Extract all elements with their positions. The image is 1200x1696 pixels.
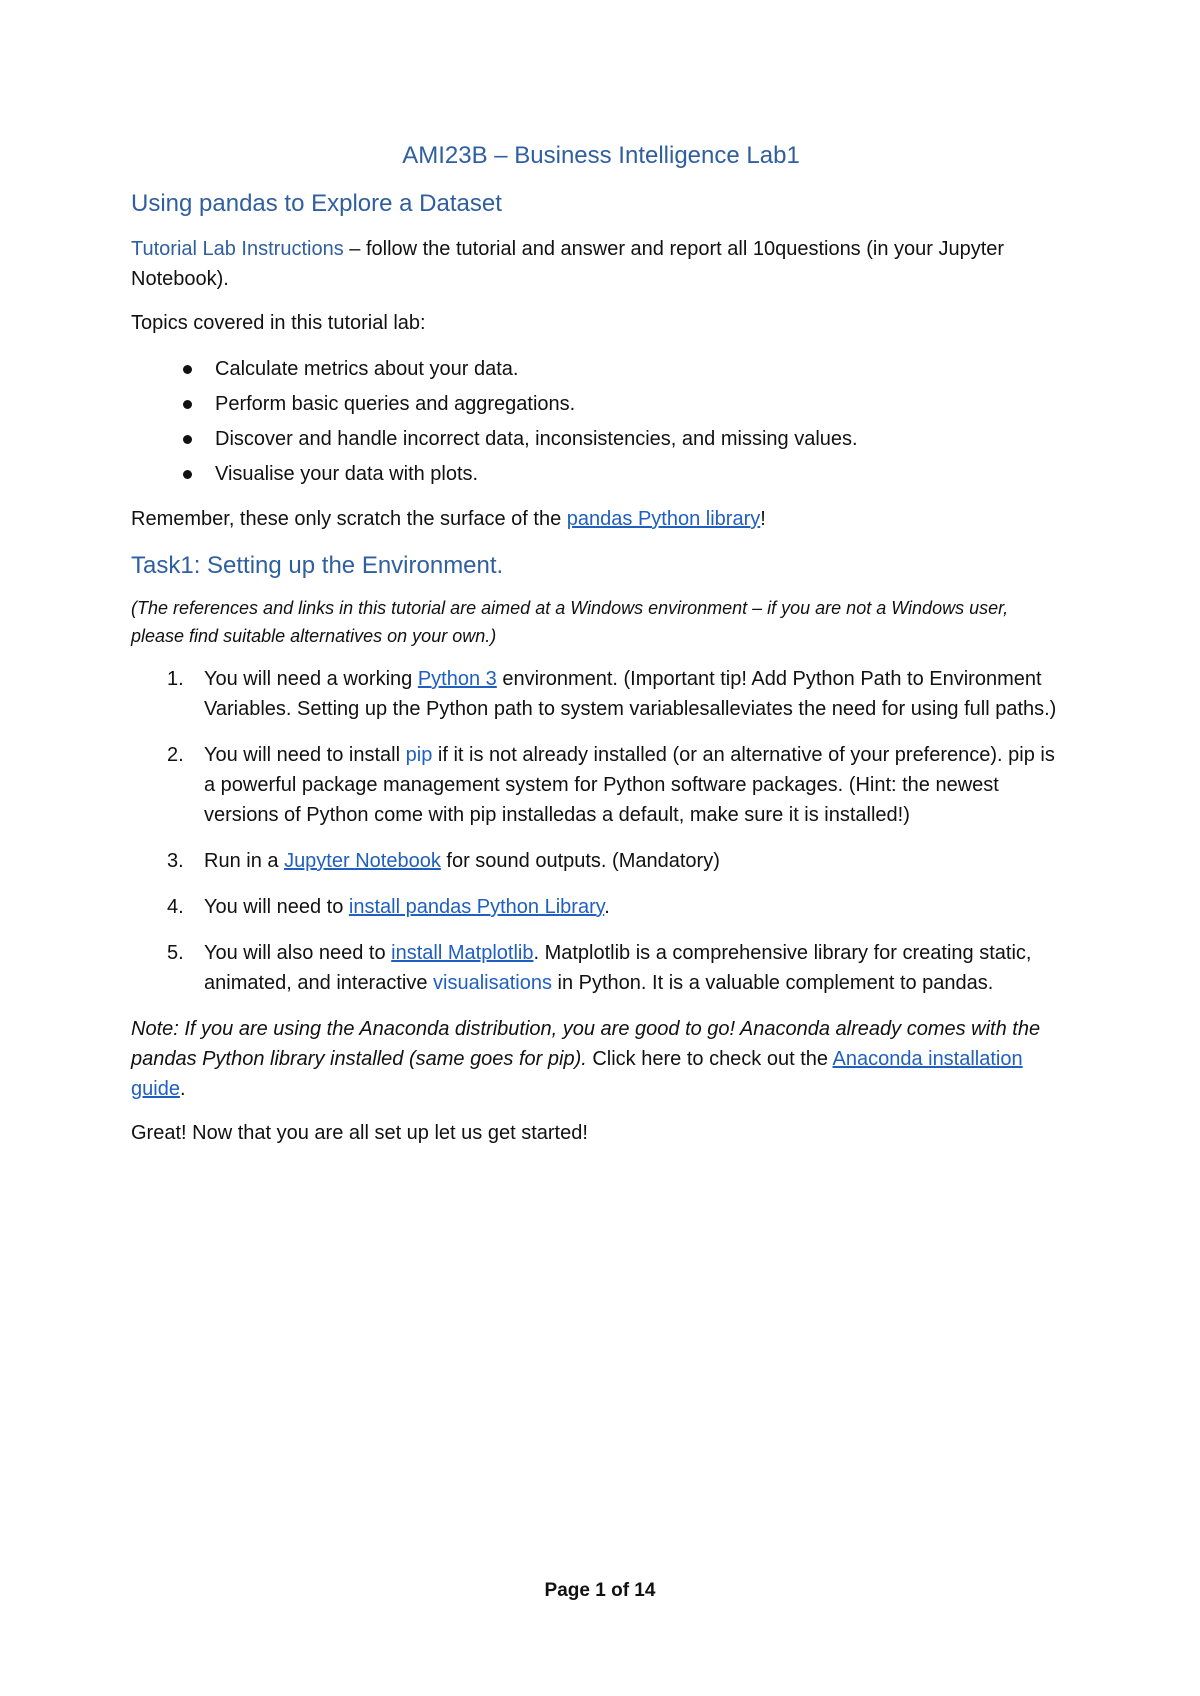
install-pandas-link[interactable]: install pandas Python Library (348, 896, 605, 918)
anaconda-note (131, 1014, 1061, 1104)
install-matplotlib-link[interactable]: install Matplotlib (391, 942, 534, 964)
section-heading-task1: Task1: Setting up the Environment. (131, 552, 504, 579)
list-item (131, 846, 1061, 876)
anaconda-note-after: . (179, 1078, 186, 1100)
python3-link[interactable]: Python 3 (417, 668, 497, 690)
intro-label: Tutorial Lab Instructions (131, 238, 344, 260)
step-text: . Matplotlib is a comprehensive library for creating static, animated, and interactive (204, 942, 1032, 994)
anaconda-guide-link[interactable]: Anaconda installation guide (131, 1048, 1023, 1100)
list-item (131, 457, 1061, 492)
document-title: AMI23B – Business Intelligence Lab1 (402, 142, 800, 169)
topic-text: Perform basic queries and aggregations. (215, 393, 576, 415)
anaconda-note-italic: Note: If you are using the Anaconda distribution, you are good to go! Anaconda already comes with the pandas Python library installed (same goes for pip). (131, 1018, 1041, 1070)
bullet-icon (183, 435, 192, 444)
list-item (131, 422, 1061, 457)
step-text: if it is not already installed (or an alternative of your preference). pip is a powerful package management system for Python software packages. (Hint: the newest versions of Python come with pip installedas a default, make sure it is installed!) (204, 744, 1055, 826)
remember-text: Remember, these only scratch the surface of the (131, 508, 567, 530)
bullet-icon (183, 365, 192, 374)
topic-text: Calculate metrics about your data. (215, 358, 519, 380)
topic-text: Discover and handle incorrect data, inconsistencies, and missing values. (215, 428, 858, 450)
windows-note: (The references and links in this tutorial are aimed at a Windows environment – if you are not a Windows user, please find suitable alternatives on your own.) (131, 598, 1009, 646)
step-text: . (604, 896, 610, 918)
list-item (131, 352, 1061, 387)
topics-list (131, 352, 1061, 492)
step-number: 5. (167, 942, 184, 964)
step-text: in Python. It is a valuable complement to pandas. (551, 972, 994, 994)
step-text: You will also need to (204, 942, 392, 964)
list-item (131, 664, 1061, 724)
step-number: 4. (167, 896, 184, 918)
setup-steps-list (131, 664, 1061, 998)
step-text: You will need to install (204, 744, 406, 766)
topics-heading: Topics covered in this tutorial lab: (131, 312, 426, 334)
bullet-icon (183, 400, 192, 409)
section-heading-using-pandas: Using pandas to Explore a Dataset (131, 190, 502, 217)
anaconda-note-text: Click here to check out the (586, 1048, 833, 1070)
remember-after: ! (760, 508, 766, 530)
page-number-footer: Page 1 of 14 (544, 1580, 656, 1601)
step-text: You will need to (204, 896, 349, 918)
jupyter-notebook-link[interactable]: Jupyter Notebook (284, 850, 441, 872)
intro-paragraph (131, 234, 1061, 294)
step-number: 2. (167, 744, 184, 766)
step-text: You will need a working (204, 668, 418, 690)
pip-link[interactable]: pip (405, 744, 433, 766)
page-content (131, 140, 1061, 1162)
step-text: Run in a (204, 850, 285, 872)
topic-text: Visualise your data with plots. (215, 463, 479, 485)
list-item (131, 740, 1061, 830)
step-number: 1. (167, 668, 184, 690)
list-item (131, 892, 1061, 922)
list-item (131, 938, 1061, 998)
intro-text: – follow the tutorial and answer and report all 10questions (in your Jupyter Notebook). (131, 238, 1005, 290)
pandas-library-link[interactable]: pandas Python library (566, 508, 761, 530)
list-item (131, 387, 1061, 422)
remember-paragraph (131, 504, 1061, 534)
step-number: 3. (167, 850, 184, 872)
closing-paragraph: Great! Now that you are all set up let us get started! (131, 1122, 588, 1144)
step-text: environment. (Important tip! Add Python Path to Environment Variables. Setting up the Python path to system variablesalleviates the need for using full paths.) (204, 668, 1057, 720)
bullet-icon (183, 470, 192, 479)
step-text: for sound outputs. (Mandatory) (440, 850, 720, 872)
visualisations-link[interactable]: visualisations (433, 972, 552, 994)
